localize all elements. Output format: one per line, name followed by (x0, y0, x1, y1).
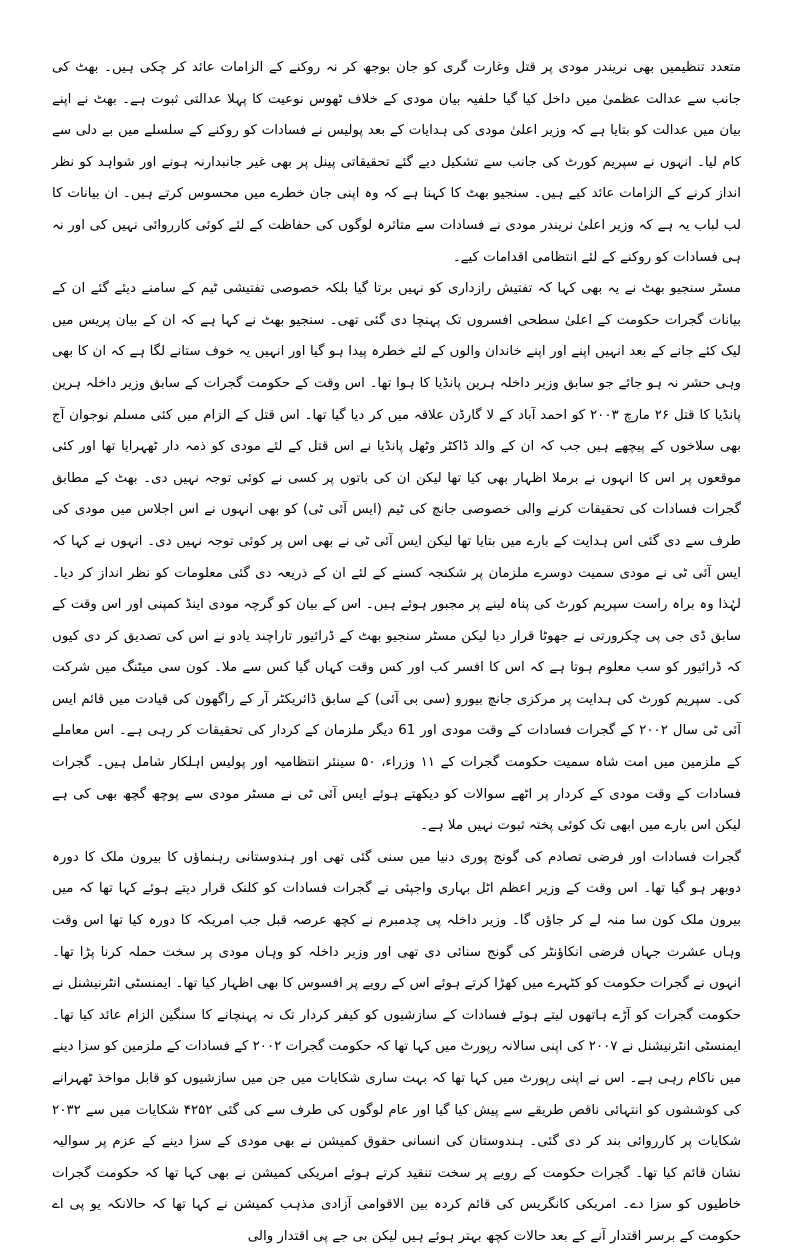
paragraph-international-reaction: گجرات فسادات اور فرضی تصادم کی گونج پوری دنیا میں سنی گئی تھی اور ہندوستانی رہنماؤں کا بیرون ملک کا دورہ دوبھر ہو گیا تھا۔ اس وقت کے وزیر اعظم اٹل بہاری واجپئی نے گجرات فسادات کو کلنک قرار دیتے ہوئے کہا تھا کہ میں بیرون ملک کون سا منہ لے کر جاؤں گا۔ وزیر داخلہ پی چدمبرم نے کچھ عرصہ قبل جب امریکہ کا دورہ کیا تھا اس وقت وہاں عشرت جہاں فرضی انکاؤنٹر کی گونج سنائی دی تھی اور وزیر داخلہ کو وہاں مودی پر سخت حملہ کرنا پڑا تھا۔ انہوں نے گجرات حکومت کو کٹہرے میں کھڑا کرتے ہوئے اس کے رویے پر افسوس کا بھی اظہار کیا تھا۔ ایمنسٹی انٹرنیشنل نے حکومت گجرات کو آڑے ہاتھوں لیتے ہوئے فسادات کے سازشیوں کو کیفر کردار تک نہ پہنچانے کا سنگین الزام عائد کیا تھا۔ ایمنسٹی انٹرنیشنل نے ۲۰۰۷ کی اپنی سالانہ رپورٹ میں کہا تھا کہ حکومت گجرات ۲۰۰۲ کے فسادات کے ملزمین کو سزا دینے میں ناکام رہی ہے۔ اس نے اپنی رپورٹ میں کہا تھا کہ بہت ساری شکایات میں جن میں سازشیوں کو قابل مواخذ ٹھہرانے کی کوششوں کو انتہائی ناقص طریقے سے پیش کیا گیا اور عام لوگوں کی طرف سے کی گئی ۴۲۵۲ شکایات میں سے ۲۰۳۲ شکایات پر کارروائی بند کر دی گئی۔ ہندوستان کی انسانی حقوق کمیشن نے بھی مودی کے سزا دینے کے عزم پر سوالیہ نشان قائم کیا تھا۔ گجرات حکومت کے رویے پر سخت تنقید کرتے ہوئے امریکی کمیشن نے بھی کہا تھا کہ حکومت گجرات خاطیوں کو سزا دے۔ امریکی کانگریس کی قائم کردہ بین الاقوامی آزادی مذہب کمیشن نے کہا تھا کہ حالانکہ یو پی اے حکومت کے برسر اقتدار آنے کے بعد حالات کچھ بہتر ہوئے ہیں لیکن بی جے پی اقتدار والی (52, 849, 742, 1244)
paragraph-modi-allegations: متعدد تنظیمیں بھی نریندر مودی پر قتل وغارت گری کو جان بوجھ کر نہ روکنے کے الزامات عائد کر چکی ہیں۔ بھٹ کی جانب سے عدالت عظمیٰ میں داخل کیا گیا حلفیہ بیان مودی کے خلاف ٹھوس نوعیت کا پہلا عدالتی ثبوت ہے۔ بھٹ نے اپنے بیان میں عدالت کو بتایا ہے کہ وزیر اعلیٰ مودی کی ہدایات کے بعد پولیس نے فسادات کو روکنے کے سلسلے میں بے دلی سے کام لیا۔ انہوں نے سپریم کورٹ کی جانب سے تشکیل دیے گئے تحقیقاتی پینل پر بھی غیر جانبدارنہ ہونے اور شواہد کو نظر انداز کرنے کے الزامات عائد کیے ہیں۔ سنجیو بھٹ کا کہنا ہے کہ وہ اپنی جان خطرے میں محسوس کرتے ہیں۔ ان بیانات کا لب لباب یہ ہے کہ وزیر اعلیٰ نریندر مودی نے فسادات سے متاثرہ لوگوں کی حفاظت کے لئے کوئی کارروائی نہیں کی اور نہ ہی فسادات کو روکنے کے لئے انتظامی اقدامات کیے۔ (52, 60, 741, 265)
paragraph-bhatt-testimony: مسٹر سنجیو بھٹ نے یہ بھی کہا کہ تفتیش رازداری کو نہیں برتا گیا بلکہ خصوصی تفتیشی ٹیم کے سامنے دیئے گئے ان کے بیانات گجرات حکومت کے اعلیٰ سطحی افسروں تک پہنچا دی گئی تھی۔ سنجیو بھٹ نے کہا ہے کہ ان کے بیان پریس میں لیک کئے جانے کے بعد انہیں اپنے اور اپنے خاندان والوں کے لئے خطرہ پیدا ہو گیا اور انہیں یہ خوف ستانے لگا ہے کہ ان کا بھی وہی حشر نہ ہو جائے جو سابق وزیر داخلہ ہرین پانڈیا کا ہوا تھا۔ اس وقت کے حکومت گجرات کے سابق وزیر داخلہ ہرین پانڈیا کا قتل ۲۶ مارچ ۲۰۰۳ کو احمد آباد کے لا گارڈن علاقہ میں کر دیا گیا تھا۔ اس قتل کے الزام میں کئی مسلم نوجوان آج بھی سلاخوں کے پیچھے ہیں جب کہ ان کے والد ڈاکٹر وٹھل پانڈیا نے اس قتل کے لئے مودی کو ذمہ دار ٹھہرایا تھا اور کئی موقعوں پر اس کا انہوں نے برملا اظہار بھی کیا تھا لیکن ان کی باتوں پر کسی نے کوئی توجہ نہیں دی۔ بھٹ کے مطابق گجرات فسادات کی تحقیقات کرنے والی خصوصی جانچ کی ٹیم (ایس آئی ٹی) کو بھی انہوں نے اس اجلاس میں مودی کی طرف سے دی گئی اس ہدایت کے بارے میں بتایا تھا لیکن ایس آئی ٹی نے بھی اس پر کوئی توجہ نہیں دی۔ انہوں نے کہا کہ ایس آئی ٹی نے مودی سمیت دوسرے ملزمان پر شکنجہ کسنے کے لئے ان کے ذریعہ دی گئی معلومات کو نظر انداز کر دیا۔ لہٰذا وہ براہ راست سپریم کورٹ کی پناہ لینے پر مجبور ہوئے ہیں۔ اس کے بیان کو گرچہ مودی اینڈ کمپنی اور اس وقت کے سابق ڈی جی پی چکرورتی نے جھوٹا قرار دیا لیکن مسٹر سنجیو بھٹ کے ڈرائیور تاراچند یادو نے اس کی تصدیق کر دی کیوں کہ ڈرائیور کو سب معلوم ہوتا ہے کہ اس کا افسر کب اور کس وقت کہاں گیا کس سے ملا۔ کون سی میٹنگ میں شرکت کی۔ سپریم کورٹ کی ہدایت پر مرکزی جانچ بیورو (سی بی آئی) کے سابق ڈائریکٹر آر کے راگھون کی قیادت میں قائم ایس آئی ٹی سال ۲۰۰۲ کے گجرات فسادات کے وقت مودی اور 61 دیگر ملزمان کے کردار کی تحقیقات کر رہی ہے۔ اس معاملے کے ملزمین میں امت شاہ سمیت حکومت گجرات کے ۱۱ وزراء، ۵۰ سینئر انتظامیہ اور پولیس اہلکار شامل ہیں۔ گجرات فسادات کے وقت مودی کے کردار پر اٹھے سوالات کو دیکھتے ہوئے ایس آئی ٹی نے مسٹر مودی سے پوچھ گچھ بھی کی ہے لیکن اس بارے میں ابھی تک کوئی پختہ ثبوت نہیں ملا ہے۔ (52, 281, 742, 834)
document-body (52, 52, 741, 1253)
